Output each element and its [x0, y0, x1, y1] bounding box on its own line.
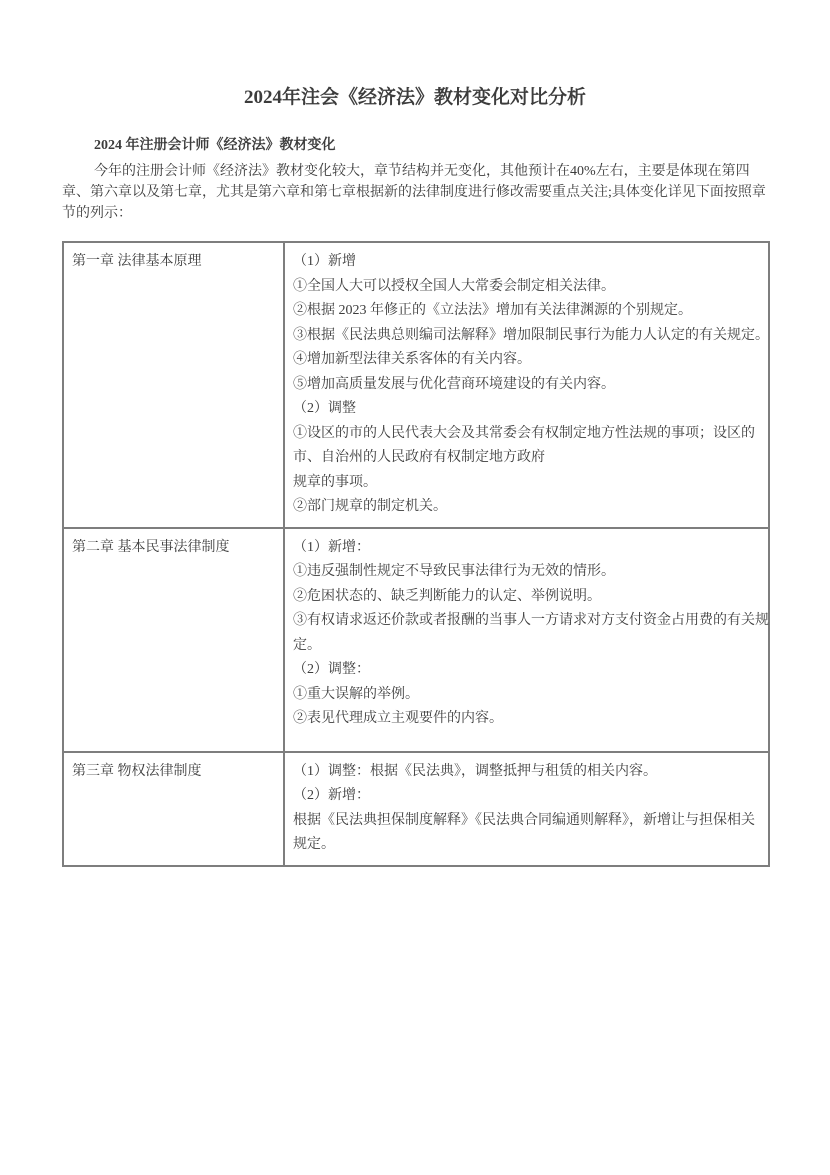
chapter-cell: 第二章 基本民事法律制度 — [63, 528, 284, 752]
changes-cell — [284, 242, 769, 528]
text-line: ②部门规章的制定机关。 — [293, 499, 447, 514]
text-line: （1）新增 — [293, 254, 356, 269]
text-line: 章、第六章以及第七章，尤其是第六章和第七章根据新的法律制度进行修改需要重点关注;具体变化详见下面按照章 — [62, 185, 766, 200]
changes-cell — [284, 752, 769, 866]
text-line: （2）调整： — [293, 662, 370, 677]
text-line: （2）调整 — [293, 401, 356, 416]
text-line: ①重大误解的举例。 — [293, 686, 419, 702]
text-line: ④增加新型法律关系客体的有关内容。 — [293, 352, 531, 367]
table-row — [63, 528, 769, 752]
text-line: ①全国人大可以授权全国人大常委会制定相关法律。 — [293, 278, 615, 294]
text-line: ⑤增加高质量发展与优化营商环境建设的有关内容。 — [293, 376, 615, 392]
intro-paragraph — [62, 161, 768, 224]
text-line: ②危困状态的、缺乏判断能力的认定、举例说明。 — [293, 588, 601, 604]
text-line: 定。 — [293, 637, 321, 653]
text-line: 规章的事项。 — [293, 474, 377, 490]
table-row — [63, 242, 769, 528]
section-heading: 2024 年注册会计师《经济法》教材变化 — [94, 138, 336, 153]
text-line: （1）新增： — [293, 539, 370, 555]
changes-table — [62, 241, 770, 867]
text-line: ①违反强制性规定不导致民事法律行为无效的情形。 — [293, 564, 615, 579]
text-line: （2）新增： — [293, 788, 370, 803]
text-line: 今年的注册会计师《经济法》教材变化较大，章节结构并无变化，其他预计在40%左右，主要是体现在第四 — [94, 164, 750, 179]
text-line: ①设区的市的人民代表大会及其常委会有权制定地方性法规的事项；设区的 — [293, 425, 755, 441]
text-line: 市、自治州的人民政府有权制定地方政府 — [293, 450, 545, 465]
text-line: ③有权请求返还价款或者报酬的当事人一方请求对方支付资金占用费的有关规 — [293, 613, 769, 628]
changes-cell — [284, 528, 769, 752]
chapter-cell: 第一章 法律基本原理 — [63, 242, 284, 528]
text-line: 根据《民法典担保制度解释》《民法典合同编通则解释》，新增让与担保相关 — [293, 812, 755, 828]
text-line: ②根据 2023 年修正的《立法法》增加有关法律渊源的个别规定。 — [293, 303, 692, 318]
text-line: ②表见代理成立主观要件的内容。 — [293, 711, 503, 726]
text-line: （1）调整：根据《民法典》，调整抵押与租赁的相关内容。 — [293, 763, 657, 779]
text-line: 节的列示： — [62, 206, 132, 221]
text-line: 规定。 — [293, 837, 335, 852]
text-line: ③根据《民法典总则编司法解释》增加限制民事行为能力人认定的有关规定。 — [293, 327, 769, 343]
table-row — [63, 752, 769, 866]
chapter-cell: 第三章 物权法律制度 — [63, 752, 284, 866]
document-title: 2024年注会《经济法》教材变化对比分析 — [243, 87, 586, 108]
